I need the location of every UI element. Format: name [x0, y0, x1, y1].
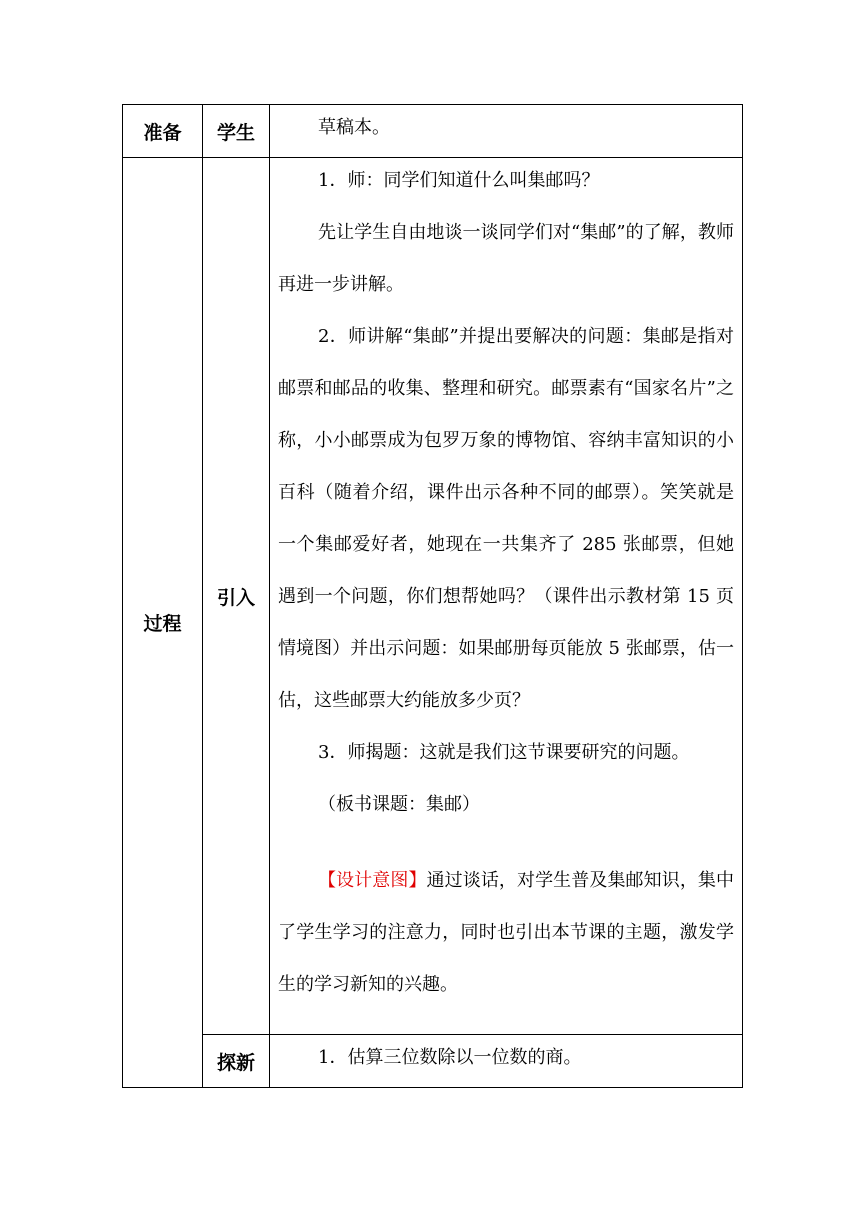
exploration-text: 1．估算三位数除以一位数的商。	[318, 1047, 582, 1068]
intro-paragraph-1: 1．师：同学们知道什么叫集邮吗？	[318, 170, 600, 191]
paragraph-spacer	[278, 831, 734, 855]
design-intent-tag: 【设计意图】	[318, 870, 427, 891]
intro-paragraph-4: 3．师揭题：这就是我们这节课要研究的问题。	[318, 742, 690, 763]
stage-cell-preparation: 准备	[123, 105, 203, 158]
preparation-text: 草稿本。	[318, 117, 390, 138]
design-intent-text: 通过谈话，对学生普及集邮知识，集中了学生学习的注意力，同时也引出本节课的主题，激发学生的学习新知的兴趣。	[278, 870, 734, 995]
content-cell-introduction	[270, 158, 743, 1035]
content-cell-exploration	[270, 1035, 743, 1088]
intro-paragraph-3: 2．师讲解“集邮”并提出要解决的问题：集邮是指对邮票和邮品的收集、整理和研究。邮票素有“国家名片”之称，小小邮票成为包罗万象的博物馆、容纳丰富知识的小百科（随着介绍，课件出示各种不同的邮票）。笑笑就是一个集邮爱好者，她现在一共集齐了 285 张邮票，但她遇到一个问题，你们想帮她吗？（课件出示教材第 15 页情境图）并出示问题：如果邮册每页能放 5 张邮票，估一估，这些邮票大约能放多少页？	[278, 326, 734, 711]
table-row-exploration	[123, 1035, 743, 1088]
sub-cell-exploration: 探新	[203, 1035, 270, 1088]
intro-paragraph-2: 先让学生自由地谈一谈同学们对“集邮”的了解，教师再进一步讲解。	[278, 222, 734, 295]
content-cell-preparation	[270, 105, 743, 158]
lesson-plan-table	[122, 104, 743, 1088]
design-intent-paragraph	[278, 855, 734, 1011]
sub-cell-student: 学生	[203, 105, 270, 158]
table-row-process	[123, 158, 743, 1035]
stage-cell-process: 过程	[123, 158, 203, 1088]
intro-paragraph-5: （板书课题：集邮）	[318, 794, 480, 815]
sub-cell-introduction: 引入	[203, 158, 270, 1035]
table-row-preparation	[123, 105, 743, 158]
